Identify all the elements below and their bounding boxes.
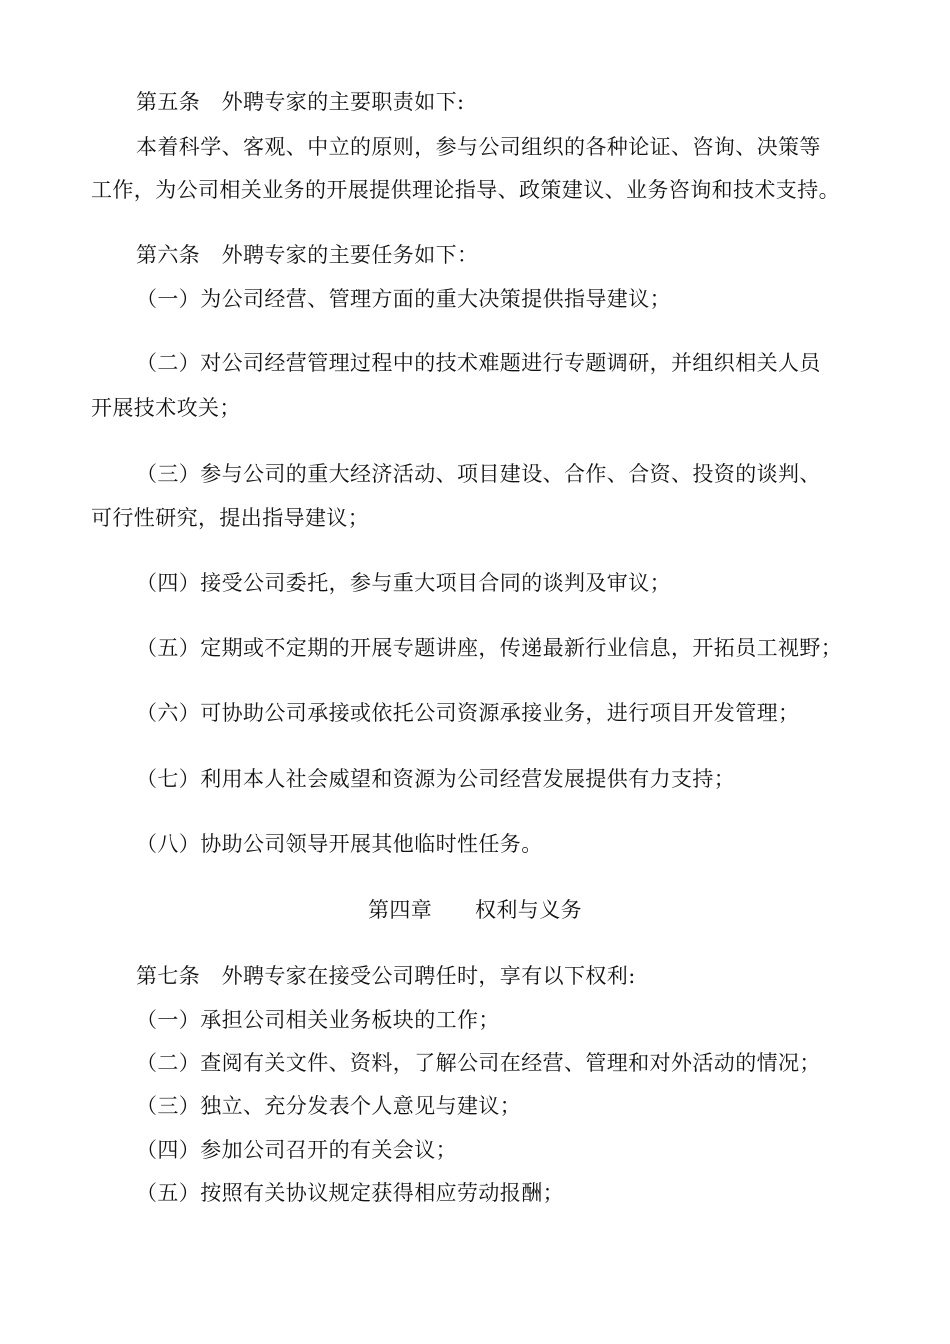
article-6-heading: 第六条 外聘专家的主要任务如下：	[136, 243, 479, 267]
article-6-item-3-line-1: （三）参与公司的重大经济活动、项目建设、合作、合资、投资的谈判、	[136, 462, 821, 486]
chapter-4-title: 第四章 权利与义务	[368, 898, 582, 922]
article-7-heading: 第七条 外聘专家在接受公司聘任时，享有以下权利:	[136, 964, 636, 988]
article-6-item-5: （五）定期或不定期的开展专题讲座，传递最新行业信息，开拓员工视野；	[136, 636, 843, 660]
article-7-item-5: （五）按照有关协议规定获得相应劳动报酬；	[136, 1181, 564, 1205]
article-6-item-7: （七）利用本人社会威望和资源为公司经营发展提供有力支持；	[136, 767, 736, 791]
article-7-item-4: （四）参加公司召开的有关会议；	[136, 1138, 457, 1162]
article-7-item-2: （二）查阅有关文件、资料，了解公司在经营、管理和对外活动的情况；	[136, 1051, 821, 1075]
article-6-item-4: （四）接受公司委托，参与重大项目合同的谈判及审议；	[136, 571, 671, 595]
article-6-item-8: （八）协助公司领导开展其他临时性任务。	[136, 832, 543, 856]
article-6-item-1: （一）为公司经营、管理方面的重大决策提供指导建议；	[136, 287, 671, 311]
article-5-body-line-2: 工作，为公司相关业务的开展提供理论指导、政策建议、业务咨询和技术支持。	[91, 178, 840, 202]
article-6-item-2-line-2: 开展技术攻关；	[91, 396, 241, 420]
article-7-item-3: （三）独立、充分发表个人意见与建议；	[136, 1094, 522, 1118]
article-5-body-line-1: 本着科学、客观、中立的原则，参与公司组织的各种论证、咨询、决策等	[136, 135, 821, 159]
article-6-item-6: （六）可协助公司承接或依托公司资源承接业务，进行项目开发管理；	[136, 701, 800, 725]
article-7-item-1: （一）承担公司相关业务板块的工作；	[136, 1008, 500, 1032]
article-6-item-3-line-2: 可行性研究，提出指导建议；	[91, 506, 370, 530]
article-6-item-2-line-1: （二）对公司经营管理过程中的技术难题进行专题调研，并组织相关人员	[136, 351, 821, 375]
article-5-heading: 第五条 外聘专家的主要职责如下:	[136, 90, 465, 114]
